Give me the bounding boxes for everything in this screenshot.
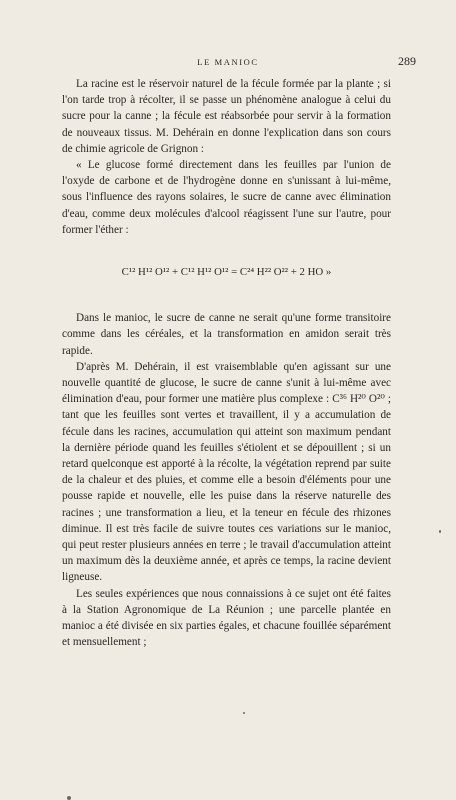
paper-speck [439,530,441,533]
running-header [0,54,456,70]
page-number: 289 [398,54,416,68]
chemical-formula: C¹² H¹² O¹² + C¹² H¹² O¹² = C²⁴ H²² O²² + 2 HO » [121,266,332,279]
running-title: LE MANIOC [197,57,259,67]
paragraph-manioc-sugar: Dans le manioc, le sucre de canne ne serait qu'une forme transitoire comme dans les céréales, et la transformation en amidon serait très rapide. [62,312,391,357]
paragraph-glucose-quote: « Le glucose formé directement dans les feuilles par l'union de l'oxyde de carbone et de l'hydrogène donne en s'unissant à lui-même, sous l'influence des rayons solaires, le sucre de canne avec élimination d'eau, comme deux molécules d'alcool réagissent l'une sur l'autre, pour former l'éther : [62,159,391,236]
paragraph-experiments: Les seules expériences que nous connaissions à ce sujet ont été faites à la Station Agronomique de La Réunion ; une parcelle plantée en manioc a été divisée en six parties égales, et chacune fouillée séparément et mensuellement ; [62,587,391,649]
paper-speck [243,712,245,714]
paper-speck [67,796,71,800]
paragraph-deherain: D'après M. Dehérain, il est vraisemblable qu'en agissant sur une nouvelle quantité de glucose, le sucre de canne s'unit à lui-même avec élimination d'eau, pour former une matière plus complexe : C³⁶ H²⁰ O²⁰ ; tant que les feuilles sont vertes et travaillent, il y a accumulation de fécule dans les racines, accumulation qui atteint son maximum pendant la dernière période quand les feuilles s'étiolent et se dépouillent ; si un retard quelconque est apporté à la récolte, la végétation reprend par suite de la chaleur et des pluies, et comme elle a besoin d'éléments pour une pousse rapide et nouvelle, elle les puise dans la réserve naturelle des racines ; une transformation a lieu, et la teneur en fécule des rhizones diminue. Il est très facile de suivre toutes ces variations sur le manioc, qui peut rester plusieurs années en terre ; le travail d'accumulation atteint un maximum dès la deuxième année, et après ce temps, la racine devient ligneuse. [62,360,391,584]
body-text [62,76,391,651]
paragraph-root-reservoir: La racine est le réservoir naturel de la fécule formée par la plante ; si l'on tarde trop à récolter, il se passe un phénomène analogue à celui du sucre pour la canne ; la fécule est réabsorbée pour servir à la formation de nouveaux tissus. M. Dehérain en donne l'explication dans son cours de chimie agricole de Grignon : [62,78,391,155]
